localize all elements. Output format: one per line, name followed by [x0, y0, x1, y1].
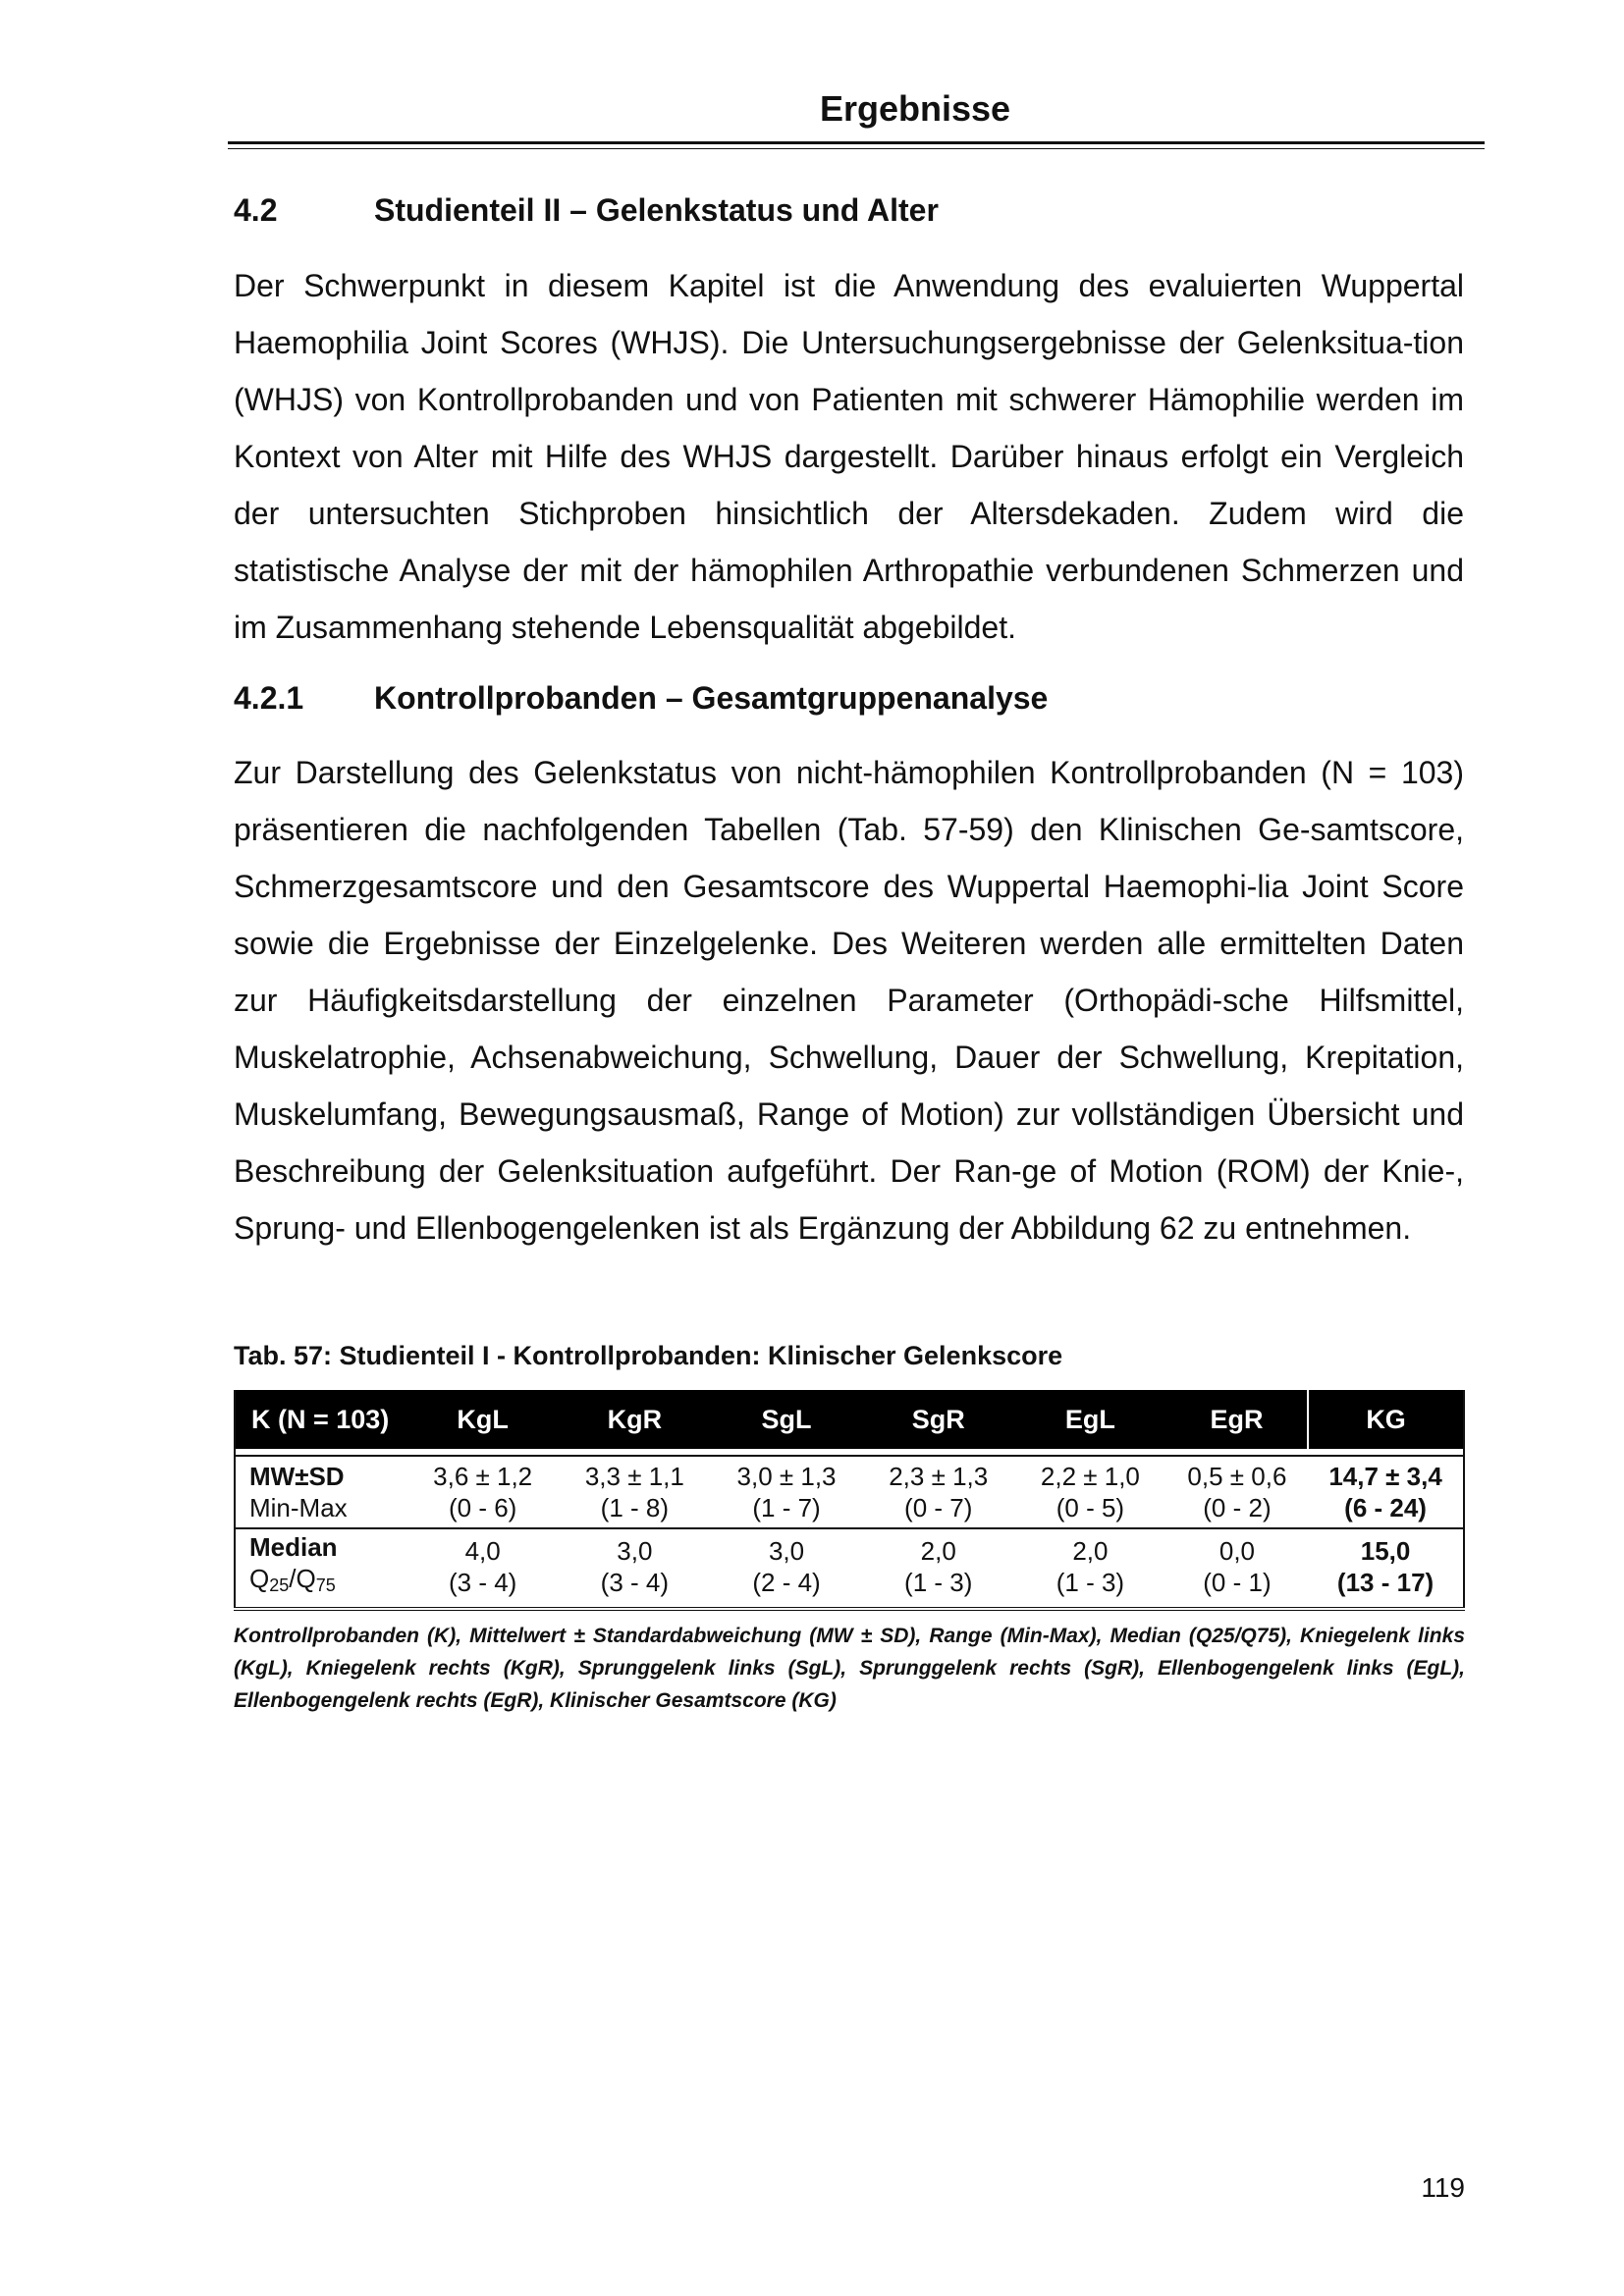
table-row	[235, 1456, 1464, 1528]
table-cell-total: 15,0 (13 - 17)	[1308, 1528, 1464, 1609]
table-cell: 0,0 (0 - 1)	[1166, 1528, 1308, 1609]
column-header: KgL	[406, 1390, 559, 1449]
row-label-top: MW±SD	[249, 1462, 345, 1491]
section-number: 4.2	[234, 192, 278, 228]
header-rule-thin	[228, 148, 1485, 149]
column-header: SgR	[862, 1390, 1014, 1449]
results-table	[234, 1390, 1465, 1611]
column-header: KgR	[559, 1390, 711, 1449]
column-header: EgR	[1166, 1390, 1308, 1449]
column-header: EgL	[1014, 1390, 1166, 1449]
table-cell: 3,6 ± 1,2 (0 - 6)	[406, 1456, 559, 1528]
table-cell: 3,3 ± 1,1 (1 - 8)	[559, 1456, 711, 1528]
section-4-2-1-paragraph: Zur Darstellung des Gelenkstatus von nicht-hämophilen Kontrollprobanden (N = 103) präsentieren die nachfolgenden Tabellen (Tab. 57-59) den Klinischen Ge-samtscore, Schmerzgesamtscore und den Gesamtscore des Wuppertal Haemophi-lia Joint Score sowie die Ergebnisse der Einzelgelenke. Des Weiteren werden alle ermittelten Daten zur Häufigkeitsdarstellung der einzelnen Parameter (Orthopädi-sche Hilfsmittel, Muskelatrophie, Achsenabweichung, Schwellung, Dauer der Schwellung, Krepitation, Muskelumfang, Bewegungsausmaß, Range of Motion) zur vollständigen Übersicht und Beschreibung der Gelenksituation aufgeführt. Der Ran-ge of Motion (ROM) der Knie-, Sprung- und Ellenbogengelenken ist als Ergänzung der Abbildung 62 zu entnehmen.	[234, 755, 1464, 1246]
page-number: 119	[1421, 2172, 1465, 2203]
table-cell: 2,0 (1 - 3)	[1014, 1528, 1166, 1609]
table-cell: 3,0 ± 1,3 (1 - 7)	[711, 1456, 863, 1528]
table-caption: Tab. 57: Studienteil I - Kontrollprobanden: Klinischer Gelenkscore	[234, 1341, 1063, 1370]
column-header: KG	[1308, 1390, 1464, 1449]
section-title: Kontrollprobanden – Gesamtgruppenanalyse	[374, 680, 1049, 716]
column-header: K (N = 103)	[235, 1390, 406, 1449]
row-label	[235, 1528, 406, 1609]
section-heading-4-2	[234, 192, 939, 229]
table-row	[235, 1528, 1464, 1609]
column-header: SgL	[711, 1390, 863, 1449]
table-cell: 2,2 ± 1,0 (0 - 5)	[1014, 1456, 1166, 1528]
table-cell: 4,0 (3 - 4)	[406, 1528, 559, 1609]
row-label-top: Median	[249, 1532, 338, 1562]
table-cell: 2,3 ± 1,3 (0 - 7)	[862, 1456, 1014, 1528]
section-title: Studienteil II – Gelenkstatus und Alter	[374, 192, 939, 228]
section-heading-4-2-1	[234, 680, 1048, 717]
table-cell: 2,0 (1 - 3)	[862, 1528, 1014, 1609]
row-label	[235, 1456, 406, 1528]
table-footnote: Kontrollprobanden (K), Mittelwert ± Standardabweichung (MW ± SD), Range (Min-Max), Median (Q25/Q75), Kniegelenk links (KgL), Kniegelenk rechts (KgR), Sprunggelenk links (SgL), Sprunggelenk rechts (SgR), Ellenbogengelenk links (EgL), Ellenbogengelenk rechts (EgR), Klinischer Gesamtscore (KG)	[234, 1625, 1465, 1712]
section-number: 4.2.1	[234, 680, 304, 716]
table-cell: 3,0 (2 - 4)	[711, 1528, 863, 1609]
header-rule-thick	[228, 141, 1485, 144]
row-label-bottom: Min-Max	[249, 1493, 348, 1522]
section-4-2-paragraph: Der Schwerpunkt in diesem Kapitel ist die Anwendung des evaluierten Wuppertal Haemophilia Joint Scores (WHJS). Die Untersuchungsergebnisse der Gelenksitua-tion (WHJS) von Kontrollprobanden und von Patienten mit schwerer Hämophilie werden im Kontext von Alter mit Hilfe des WHJS dargestellt. Darüber hinaus erfolgt ein Vergleich der untersuchten Stichproben hinsichtlich der Altersdekaden. Zudem wird die statistische Analyse der mit der hämophilen Arthropathie verbundenen Schmerzen und im Zusammenhang stehende Lebensqualität abgebildet.	[234, 268, 1464, 645]
row-label-bottom: $Q_{25}/Q_{75}$	[249, 1564, 336, 1595]
table-cell-total: 14,7 ± 3,4 (6 - 24)	[1308, 1456, 1464, 1528]
table-cell: 3,0 (3 - 4)	[559, 1528, 711, 1609]
table-cell: 0,5 ± 0,6 (0 - 2)	[1166, 1456, 1308, 1528]
table-header-row	[235, 1390, 1464, 1449]
running-header-title: Ergebnisse	[819, 88, 1011, 129]
